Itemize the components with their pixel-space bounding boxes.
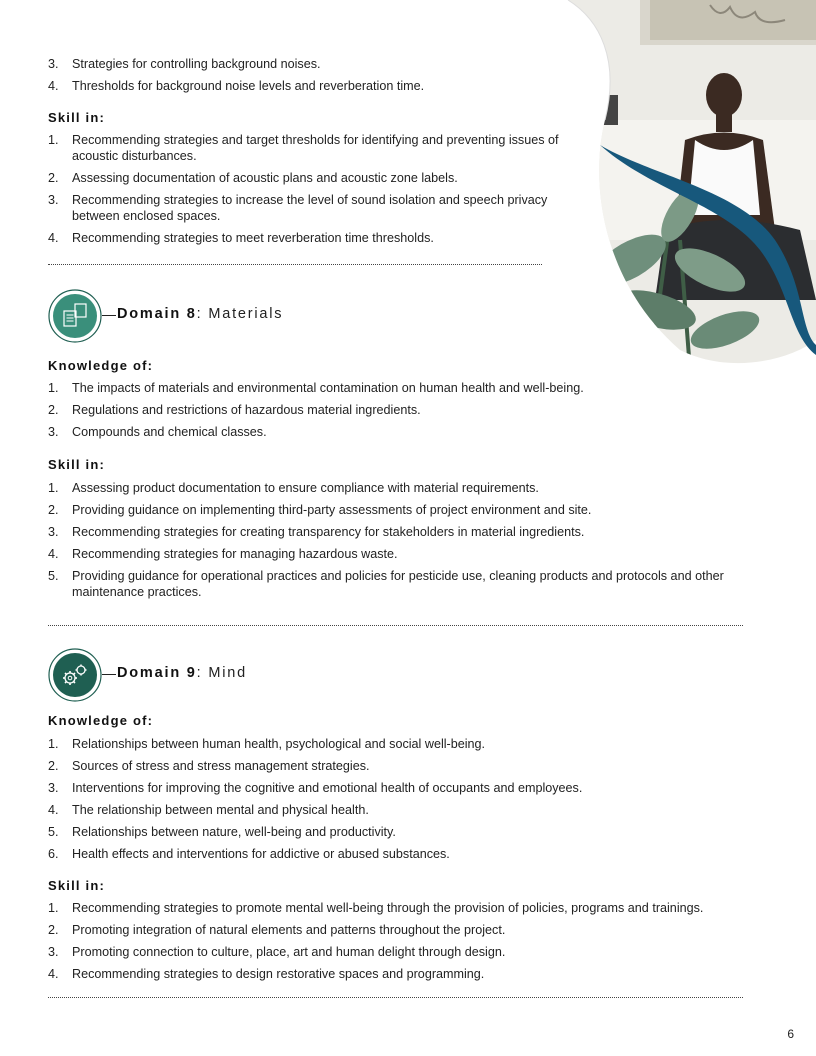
- domain-9-title: [117, 665, 247, 681]
- domain-connector-line: [102, 315, 116, 316]
- list-item: 4. Recommending strategies to design restorative spaces and programming.: [48, 967, 485, 981]
- domain-9-knowledge-heading: Knowledge of:: [48, 713, 154, 728]
- list-item: 5. Providing guidance for operational practices and policies for pesticide use, cleaning products and protocols and other maintenance practices.: [48, 569, 724, 599]
- divider: [48, 264, 542, 265]
- list-item: 3. Promoting connection to culture, place, art and human delight through design.: [48, 945, 506, 959]
- domain-8-knowledge-list: [48, 380, 748, 440]
- list-item: 2. Sources of stress and stress management strategies.: [48, 759, 370, 773]
- list-item: 3. Recommending strategies for creating transparency for stakeholders in material ingredients.: [48, 525, 585, 539]
- gears-icon: [48, 648, 102, 702]
- list-item: 4. The relationship between mental and physical health.: [48, 803, 369, 817]
- list-item: 1. Recommending strategies and target thresholds for identifying and preventing issues of acoustic disturbances.: [48, 133, 559, 163]
- list-item: 2. Regulations and restrictions of hazardous material ingredients.: [48, 403, 421, 417]
- divider: [48, 997, 743, 998]
- list-item: 5. Relationships between nature, well-being and productivity.: [48, 825, 396, 839]
- domain-9-name: : Mind: [196, 665, 247, 681]
- list-item: 2. Providing guidance on implementing third-party assessments of project environment and site.: [48, 503, 592, 517]
- list-item: 3. Recommending strategies to increase the level of sound isolation and speech privacy between enclosed spaces.: [48, 193, 548, 223]
- domain-9-label: Domain 9: [117, 665, 197, 681]
- list-item: 4. Recommending strategies to meet reverberation time thresholds.: [48, 231, 434, 245]
- list-item: 4. Thresholds for background noise levels and reverberation time.: [48, 79, 425, 93]
- list-item: 1. Relationships between human health, psychological and social well-being.: [48, 737, 486, 751]
- domain-9-skill-heading: Skill in:: [48, 878, 106, 893]
- divider: [48, 625, 743, 626]
- list-item: 3. Interventions for improving the cognitive and emotional health of occupants and employees.: [48, 781, 583, 795]
- acoustics-skill-list: [48, 132, 568, 246]
- list-item: 6. Health effects and interventions for addictive or abused substances.: [48, 847, 450, 861]
- list-item: 1. Assessing product documentation to ensure compliance with material requirements.: [48, 481, 539, 495]
- list-item: 1. The impacts of materials and environmental contamination on human health and well-being.: [48, 381, 584, 395]
- domain-8-skill-heading: Skill in:: [48, 457, 106, 472]
- list-item: 3. Strategies for controlling background noises.: [48, 57, 321, 71]
- list-item: 2. Assessing documentation of acoustic plans and acoustic zone labels.: [48, 171, 458, 185]
- meditation-photo: [560, 0, 816, 370]
- domain-9-knowledge-list: [48, 736, 768, 862]
- documents-icon: [48, 289, 102, 343]
- acoustics-knowledge-list: [48, 56, 568, 94]
- domain-8-skill-list: [48, 480, 768, 600]
- list-item: 4. Recommending strategies for managing hazardous waste.: [48, 547, 398, 561]
- list-item: 1. Recommending strategies to promote mental well-being through the provision of policies, programs and trainings.: [48, 901, 704, 915]
- domain-connector-line: [102, 674, 116, 675]
- list-item: 3. Compounds and chemical classes.: [48, 425, 267, 439]
- domain-9-skill-list: [48, 900, 788, 982]
- domain-8-name: : Materials: [196, 306, 284, 322]
- domain-8-knowledge-heading: Knowledge of:: [48, 358, 154, 373]
- domain-8-label: Domain 8: [117, 306, 197, 322]
- domain-8-title: [117, 306, 283, 322]
- list-item: 2. Promoting integration of natural elements and patterns throughout the project.: [48, 923, 506, 937]
- page-number: 6: [787, 1027, 794, 1041]
- acoustics-skill-heading: Skill in:: [48, 110, 106, 125]
